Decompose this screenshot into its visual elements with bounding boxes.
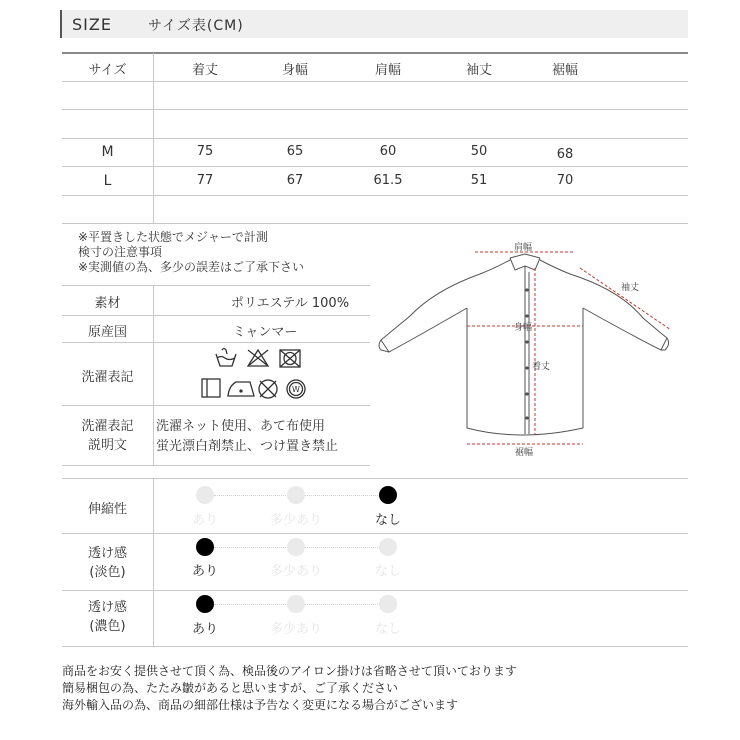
info-divider <box>62 315 370 316</box>
footer-note: 簡易梱包の為、たたみ皺があると思いますが、ご了承ください <box>62 681 399 695</box>
svg-text:W: W <box>292 385 300 394</box>
size-table-title: サイズ表(CM) <box>148 18 244 34</box>
rating-label-line: 透け感 <box>87 600 127 615</box>
ratings-divider <box>62 590 688 591</box>
ratings-divider <box>62 533 688 534</box>
iron-icon <box>228 382 254 396</box>
rating-option: なし <box>374 564 401 579</box>
rating-label-sheer-dark <box>62 598 153 636</box>
measure-note: 検寸の注意事項 <box>78 245 163 259</box>
wash-desc-label <box>62 417 153 455</box>
size-header <box>60 10 688 38</box>
size-label: SIZE <box>72 15 112 34</box>
origin-value: ミャンマー <box>232 325 298 340</box>
rating-option: 多少あり <box>269 564 322 579</box>
header-size: サイズ <box>88 63 127 78</box>
rating-label-sheer-light <box>62 544 153 582</box>
table-divider <box>62 81 688 82</box>
no-dry-clean-icon <box>259 380 277 398</box>
row-size-l: L <box>103 173 112 189</box>
rating-label-line: (淡色) <box>89 565 126 580</box>
rating-option: あり <box>191 513 218 528</box>
table-divider <box>62 223 688 224</box>
rating-label-stretch: 伸縮性 <box>87 502 127 517</box>
wash-desc-line: 蛍光漂白剤禁止、つけ置き禁止 <box>156 439 339 454</box>
rating-dot <box>196 486 214 504</box>
header-hem: 裾幅 <box>551 63 578 78</box>
rating-option: 多少あり <box>269 622 322 637</box>
wash-label: 洗濯表記 <box>81 370 134 385</box>
no-bleach-icon <box>248 350 268 366</box>
measure-note: ※実測値の為、多少の誤差はご了承下さい <box>78 260 305 274</box>
line-dry-icon <box>202 379 220 397</box>
info-divider <box>62 342 370 343</box>
table-divider <box>62 166 688 167</box>
hand-wash-icon <box>216 349 236 367</box>
shirt-diagram <box>375 238 685 460</box>
info-divider <box>62 285 370 286</box>
wash-desc-label-line: 洗濯表記 <box>81 419 134 434</box>
diagram-label-shoulder: 肩幅 <box>514 243 533 253</box>
material-value: ポリエステル 100% <box>230 296 350 311</box>
header-length: 着丈 <box>191 63 218 78</box>
rating-dot <box>379 595 397 613</box>
table-cell: 68 <box>556 147 574 162</box>
rating-option: なし <box>374 622 401 637</box>
rating-dot <box>379 538 397 556</box>
measure-note: ※平置きした状態でメジャーで計測 <box>78 230 268 244</box>
wash-care-icons <box>196 346 316 402</box>
rating-dot <box>287 538 305 556</box>
header-body-width: 身幅 <box>281 63 308 78</box>
table-cell: 67 <box>286 173 304 188</box>
material-label: 素材 <box>94 296 121 311</box>
table-divider <box>62 138 688 139</box>
rating-dot-selected <box>196 595 214 613</box>
diagram-label-sleeve: 袖丈 <box>621 283 640 293</box>
table-cell: 51 <box>470 173 488 188</box>
measure-lines <box>467 252 671 444</box>
rating-dot-selected <box>196 538 214 556</box>
info-divider <box>62 465 370 466</box>
rating-option-selected: あり <box>191 564 218 579</box>
wet-clean-icon <box>287 380 305 398</box>
info-divider <box>62 405 370 406</box>
header-sleeve: 袖丈 <box>465 63 492 78</box>
diagram-label-hem: 裾幅 <box>515 448 534 458</box>
rating-label-line: 透け感 <box>87 546 127 561</box>
table-cell: 77 <box>196 173 214 188</box>
footer-note: 商品をお安く提供させて頂く為、検品後のアイロン掛けは省略させて頂いております <box>62 664 517 678</box>
ratings-divider <box>62 646 688 647</box>
ratings-column-divider <box>153 478 154 646</box>
table-cell: 70 <box>556 173 574 188</box>
rating-label-line: (濃色) <box>89 619 126 634</box>
footer-note: 海外輸入品の為、商品の細部仕様は予告なく変更になる場合がございます <box>62 698 459 712</box>
rating-option: 多少あり <box>269 513 322 528</box>
ratings-divider <box>62 478 688 479</box>
table-top-border <box>62 52 688 54</box>
table-cell: 60 <box>379 144 397 159</box>
table-cell: 61.5 <box>373 173 403 188</box>
diagram-label-body: 身幅 <box>514 323 533 333</box>
shirt-outline <box>379 254 669 435</box>
rating-dot-selected <box>379 486 397 504</box>
wash-desc <box>156 417 370 457</box>
rating-dot <box>287 595 305 613</box>
row-size-m: M <box>101 144 114 160</box>
rating-dot <box>287 486 305 504</box>
wash-desc-label-line: 説明文 <box>87 438 127 453</box>
rating-option-selected: なし <box>374 513 401 528</box>
header-shoulder: 肩幅 <box>374 63 401 78</box>
table-cell: 50 <box>470 144 488 159</box>
table-cell: 75 <box>196 144 214 159</box>
table-divider <box>62 195 688 196</box>
no-tumble-dry-icon <box>280 350 300 367</box>
table-divider <box>62 109 688 110</box>
diagram-label-length: 着丈 <box>532 362 551 372</box>
wash-desc-line: 洗濯ネット使用、あて布使用 <box>156 419 326 434</box>
shirt-buttons <box>525 288 528 419</box>
table-cell: 65 <box>286 144 304 159</box>
info-column-divider <box>153 285 154 465</box>
origin-label: 原産国 <box>87 325 127 340</box>
table-column-divider <box>153 53 154 223</box>
rating-option-selected: あり <box>191 622 218 637</box>
